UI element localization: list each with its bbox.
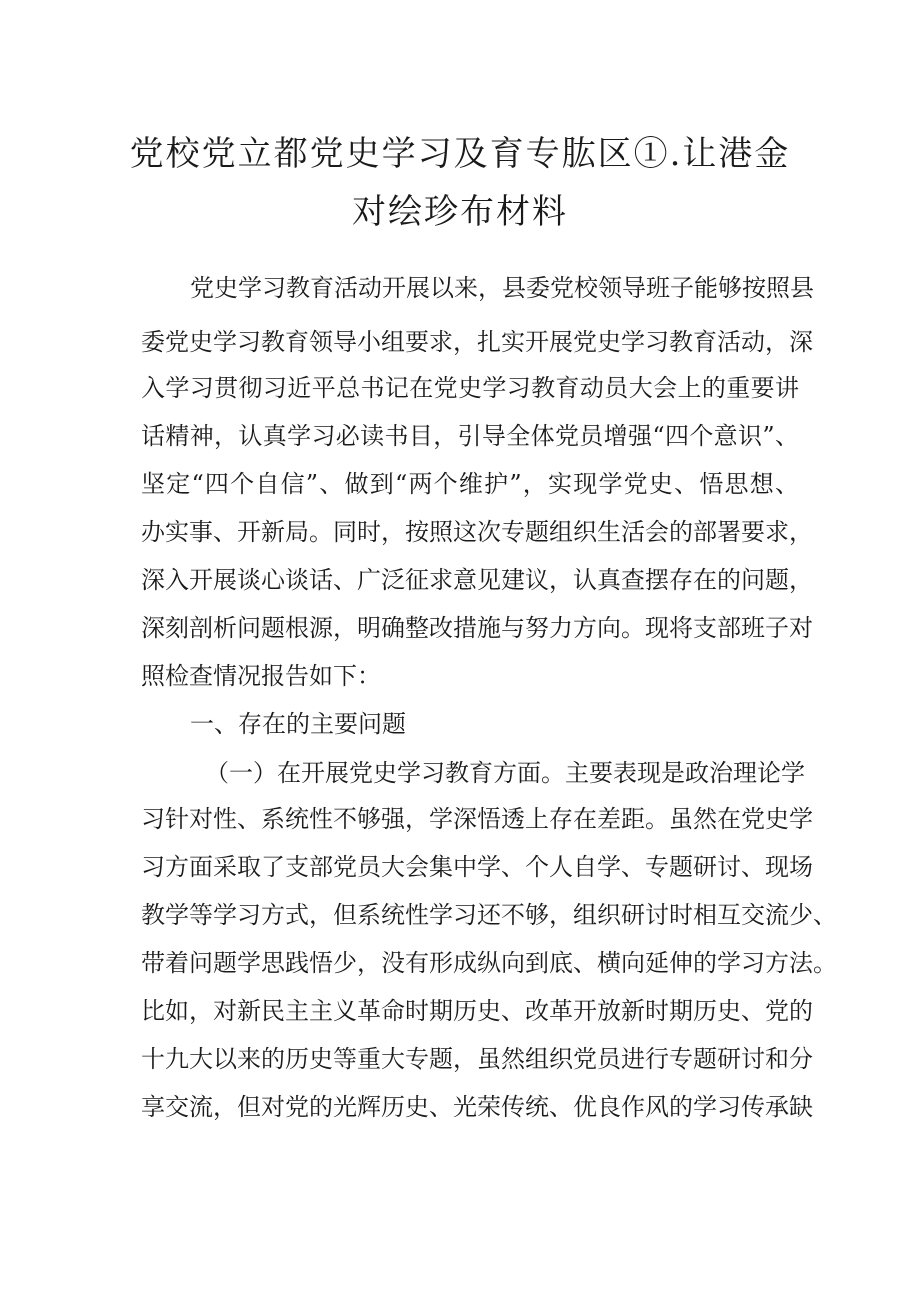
intro-line-5: 坚定“四个自信”、做到“两个维护”，实现学党史、悟思想、 (141, 470, 799, 498)
intro-line-7: 深入开展谈心谈话、广泛征求意见建议，认真查摆存在的问题， (141, 566, 813, 594)
subsection-line-8: 享交流，但对党的光辉历史、光荣传统、优良作风的学习传承缺 (141, 1093, 813, 1121)
subsection-line-5: 带着问题学思践悟少，没有形成纵向到底、横向延伸的学习方法。 (141, 949, 837, 977)
document-title-line-1: 党校党立都党史学习及育专肱区①.让港金 (129, 134, 791, 174)
section-heading: 一、存在的主要问题 (190, 710, 406, 738)
intro-line-9: 照检查情况报告如下： (141, 662, 381, 690)
intro-line-3: 入学习贯彻习近平总书记在党史学习教育动员大会上的重要讲 (141, 374, 799, 402)
intro-line-8: 深刻剖析问题根源，明确整改措施与努力方向。现将支部班子对 (141, 614, 813, 642)
intro-line-2: 委党史学习教育领导小组要求，扎实开展党史学习教育活动，深 (141, 328, 813, 356)
subsection-line-1: （一）在开展党史学习教育方面。主要表现是政治理论学 (205, 759, 805, 787)
intro-line-6: 办实事、开新局。同时，按照这次专题组织生活会的部署要求， (141, 518, 813, 546)
intro-line-4: 话精神，认真学习必读书目，引导全体党员增强“四个意识”、 (141, 422, 799, 450)
subsection-line-2: 习针对性、系统性不够强，学深悟透上存在差距。虽然在党史学 (141, 805, 813, 833)
intro-line-1: 党史学习教育活动开展以来，县委党校领导班子能够按照县 (190, 274, 814, 302)
subsection-line-7: 十九大以来的历史等重大专题，虽然组织党员进行专题研讨和分 (141, 1045, 813, 1073)
subsection-line-3: 习方面采取了支部党员大会集中学、个人自学、专题研讨、现场 (141, 853, 813, 881)
subsection-line-6: 比如，对新民主主义革命时期历史、改革开放新时期历史、党的 (141, 997, 813, 1025)
subsection-line-4: 教学等学习方式，但系统性学习还不够，组织研讨时相互交流少、 (141, 901, 837, 929)
document-title-line-2: 对绘珍布材料 (352, 192, 568, 232)
